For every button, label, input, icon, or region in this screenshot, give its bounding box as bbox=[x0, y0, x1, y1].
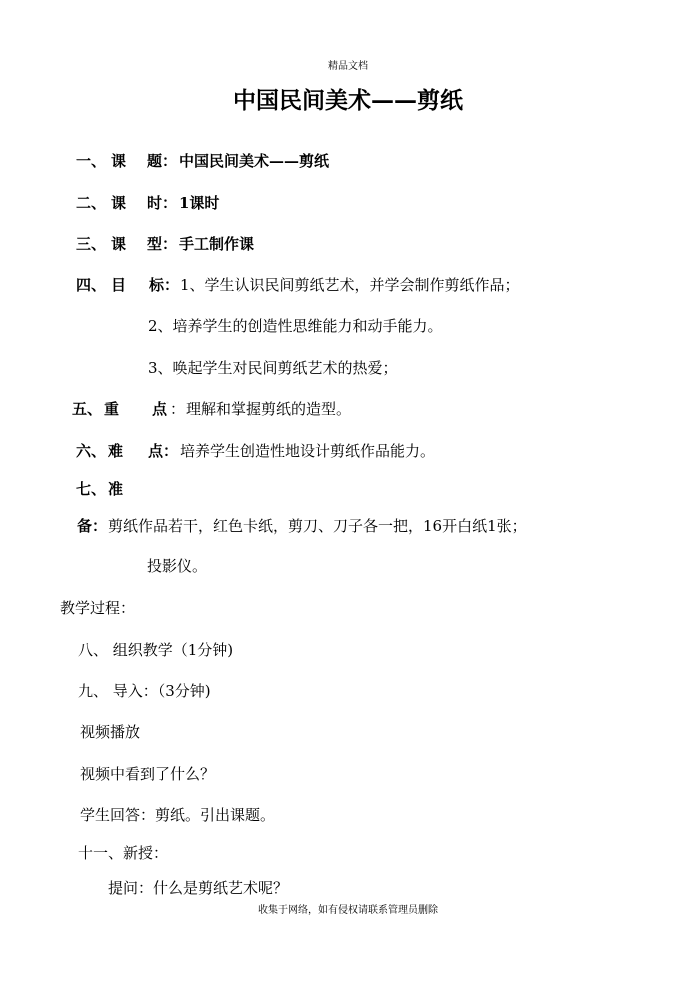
item-value: 培养学生创造性地设计剪纸作品能力。 bbox=[180, 442, 436, 460]
page-title: 中国民间美术——剪纸 bbox=[233, 87, 463, 114]
goal-line: 3、唤起学生对民间剪纸艺术的热爱； bbox=[148, 359, 398, 377]
item-number: 二、 bbox=[76, 194, 107, 212]
item-number: 四、 bbox=[76, 276, 107, 294]
item-label: 备 bbox=[77, 517, 93, 535]
item-value: 1、学生认识民间剪纸艺术，并学会制作剪纸作品； bbox=[180, 276, 520, 294]
item-colon: ： bbox=[170, 400, 186, 418]
item-value: 理解和掌握剪纸的造型。 bbox=[186, 400, 352, 418]
item-label: 课 bbox=[111, 194, 127, 212]
process-line: 视频中看到了什么？ bbox=[80, 765, 216, 783]
item-label: 点 bbox=[152, 400, 168, 418]
item-colon: ： bbox=[164, 276, 180, 294]
item-number: 六、 bbox=[76, 442, 107, 460]
item-label: 型 bbox=[147, 235, 163, 253]
prep-line: 投影仪。 bbox=[147, 557, 208, 575]
item-label: 题 bbox=[147, 152, 163, 170]
process-line: 九、 导入：（3分钟) bbox=[78, 682, 211, 700]
item-label: 时 bbox=[147, 194, 163, 212]
process-heading: 教学过程： bbox=[60, 599, 136, 617]
item-number: 三、 bbox=[76, 235, 107, 253]
item-value: 剪纸作品若干，红色卡纸，剪刀、刀子各一把，16开白纸1张； bbox=[108, 517, 527, 535]
process-line: 视频播放 bbox=[80, 723, 141, 741]
item-label: 课 bbox=[111, 152, 127, 170]
item-label: 目 bbox=[111, 276, 127, 294]
item-label: 课 bbox=[111, 235, 127, 253]
item-colon: ： bbox=[163, 442, 179, 460]
footer-note: 收集于网络，如有侵权请联系管理员删除 bbox=[258, 905, 438, 916]
process-line: 十一、新授： bbox=[78, 844, 169, 862]
item-label: 标 bbox=[149, 276, 165, 294]
item-label: 准 bbox=[108, 480, 124, 498]
item-colon: ： bbox=[162, 235, 178, 253]
item-number: 一、 bbox=[76, 152, 107, 170]
item-label: 重 bbox=[104, 400, 120, 418]
process-line: 八、 组织教学（1分钟) bbox=[78, 641, 234, 659]
item-number: 五、 bbox=[72, 400, 103, 418]
item-colon: ： bbox=[162, 194, 178, 212]
process-line: 提问：什么是剪纸艺术呢？ bbox=[108, 879, 289, 897]
item-value: 手工制作课 bbox=[179, 235, 255, 253]
goal-line: 2、培养学生的创造性思维能力和动手能力。 bbox=[148, 317, 443, 335]
process-line: 学生回答：剪纸。引出课题。 bbox=[80, 806, 276, 824]
header-tag: 精品文档 bbox=[328, 61, 368, 72]
item-colon: ： bbox=[92, 517, 108, 535]
item-number: 七、 bbox=[76, 480, 107, 498]
item-value: 1课时 bbox=[179, 194, 220, 212]
item-colon: ： bbox=[162, 152, 178, 170]
item-label: 难 bbox=[108, 442, 124, 460]
item-value: 中国民间美术——剪纸 bbox=[179, 152, 330, 170]
item-label: 点 bbox=[148, 442, 164, 460]
